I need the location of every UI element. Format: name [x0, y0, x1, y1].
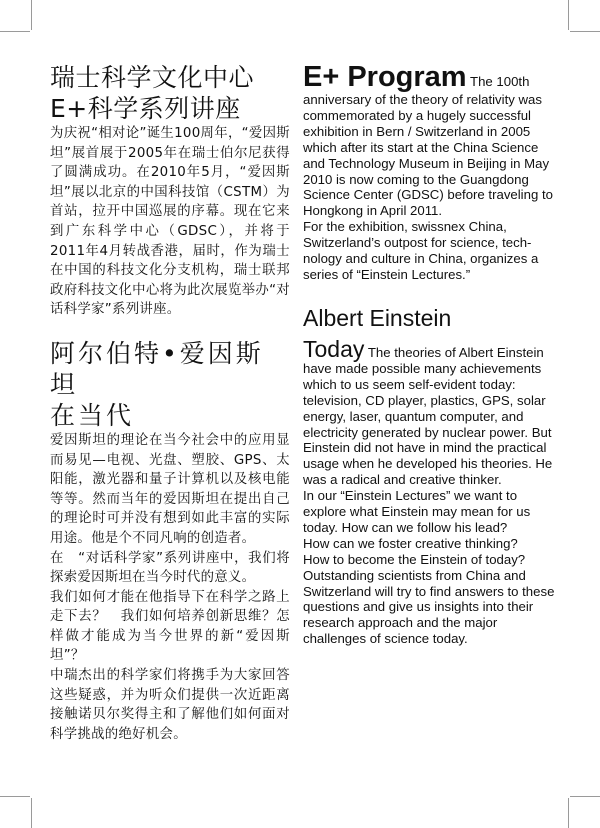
- today-text-3: How can we foster creative thinking?: [303, 535, 518, 551]
- cn-paragraph-lectures: 在 “对话科学家”系列讲座中，我们将探索爱因斯坦在当今时代的意义。: [50, 550, 290, 586]
- crop-mark-bottom-right: [568, 798, 569, 828]
- today-label: Today: [303, 335, 365, 362]
- einstein-today-section: [303, 303, 555, 647]
- cn-heading-1: [50, 62, 290, 124]
- today-paragraph: [303, 337, 555, 488]
- program-text: The 100th anniversary of the theory of relativity was commemorated by a hugely successful exhibition in Bern / Switzerland in 2005 which after its start at the China Science and Technology Museum in Beijing in May 2010 is now coming to the Guangdong Science Center (GDSC) before traveling to Hongkong in April 2011.: [303, 74, 553, 219]
- crop-mark-bottom-left-h: [0, 796, 30, 797]
- cn-heading-1-line2: E+科学系列讲座: [50, 94, 241, 123]
- cn-heading-2-line2: 在当代: [50, 400, 135, 430]
- crop-mark-top-left: [31, 0, 32, 30]
- chinese-column: [50, 62, 290, 744]
- cn-heading-1-line1: 瑞士科学文化中心: [50, 63, 255, 92]
- program-title: E+ Program: [303, 61, 467, 93]
- crop-mark-top-right-h: [570, 31, 600, 32]
- today-text-5: Outstanding scientists from China and Switzerland will try to find answers to these questions and give us insights into their research approach and the major challenges of science today.: [303, 567, 555, 647]
- cn-paragraph-questions: 我们如何才能在他指导下在科学之路上走下去？ 我们如何培养创新思维？怎样做才能成为当今世界的新“爱因斯坦”？: [50, 589, 290, 664]
- einstein-heading: Albert Einstein: [303, 304, 452, 331]
- cn-heading-2-line1: 阿尔伯特•爱因斯坦: [50, 338, 264, 399]
- today-text-2: In our “Einstein Lectures” we want to explore what Einstein may mean for us today. How can we follow his lead?: [303, 488, 531, 535]
- cn-heading-2: [50, 338, 290, 431]
- crop-mark-top-right: [568, 0, 569, 30]
- cn-paragraph-scientists: 中瑞杰出的科学家们将携手为大家回答这些疑惑，并为听众们提供一次近距离接触诺贝尔奖得主和了解他们如何面对科学挑战的绝好机会。: [50, 668, 290, 742]
- crop-mark-bottom-right-h: [570, 796, 600, 797]
- cn-paragraph-applications: 爱因斯坦的理论在当今社会中的应用显而易见—电视、光盘、塑胶、GPS、太阳能，激光器和量子计算机以及核电能等等。然而当年的爱因斯坦在提出自己的理论时可并没有想到如此丰富的实际用途。他是个不同凡响的创造者。: [50, 432, 290, 546]
- today-text: The theories of Albert Einstein have made possible many achievements which to us seem self-evident today: television, CD player, plastics, GPS, solar energy, laser, quantum computer, and electricity generated by nuclear power. But Einstein did not have in mind the practical usage when he developed his theories. He was a radical and creative thinker.: [303, 344, 553, 488]
- english-column: [303, 62, 555, 647]
- cn-section-einstein: [50, 338, 290, 745]
- crop-mark-top-left-h: [0, 31, 30, 32]
- today-text-4: How to become the Einstein of today?: [303, 551, 526, 567]
- program-paragraph: [303, 62, 555, 219]
- program-text-2: For the exhibition, swissnex China, Switzerland’s outpost for science, tech-nology and culture in China, organizes a series of “Einstein Lectures.”: [303, 219, 539, 282]
- crop-mark-bottom-left: [31, 798, 32, 828]
- cn-paragraph-intro: 为庆祝“相对论”诞生100周年，“爱因斯坦”展首展于2005年在瑞士伯尔尼获得了圆满成功。在2010年5月，“爱因斯坦”展以北京的中国科技馆（CSTM）为首站，拉开中国巡展的序幕。现在它来到广东科学中心（GDSC），并将于2011年4月转战香港，届时，作为瑞士在中国的科技文化分支机构，瑞士联邦政府科技文化中心将为此次展览举办“对话科学家”系列讲座。: [50, 126, 290, 318]
